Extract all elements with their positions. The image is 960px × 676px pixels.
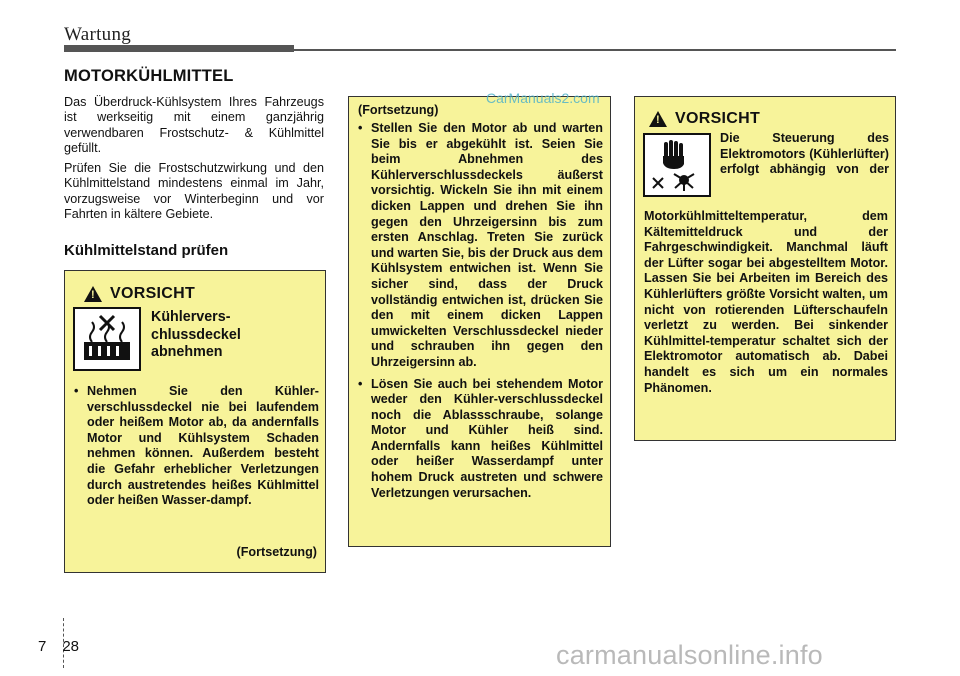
caution-bullets [74, 384, 319, 515]
bullet-item: • Stellen Sie den Motor ab und warten Sie bis er abgekühlt ist. Seien Sie beim Abnehmen des Kühlerverschlussdeckels äußerst vorsichtig. Wickeln Sie ihn mit einem dicken Lappen und drehen Sie ihn gegen den Uhrzeigersinn bis zum ersten Anschlag. Treten Sie zurück und warten Sie, bis der Druck aus dem Kühlsystem entwichen ist. Wenn Sie sicher sind, dass der Druck vollständig entwichen ist, drücken Sie den mit einem dicken Lappen umwickelten Verschlussdeckel nieder und schrauben ihn gegen den Uhrzeigersinn ab. [358, 121, 603, 371]
caution-text-short: Die Steuerung des Elektromotors (Kühlerlüfter) erfolgt abhängig von der [720, 131, 889, 177]
caution-text-long: Motorkühlmitteltemperatur, dem Kältemitteldruck und der Fahrgeschwindigkeit. Manchmal läuft der Lüfter sogar bei abgestelltem Motor. Lassen Sie bei Arbeiten im Bereich des Kühlerlüfters größte Vorsicht walten, um nicht von rotierenden Lüfterschaufeln verletzt zu werden. Bei sinkender Kühlmittel-temperatur schaltet sich der Elektromotor automatisch ab. Dabei handelt es sich um ein normales Phänomen. [644, 209, 888, 395]
subheading-coolant-level: Kühlmittelstand prüfen [64, 242, 229, 259]
caution-title: Kühlervers-chlussdeckel abnehmen [151, 309, 241, 360]
caution-header [649, 110, 760, 128]
continued-note: (Fortsetzung) [236, 545, 317, 559]
intro-paragraph-2: Prüfen Sie die Frostschutzwirkung und den Kühlmittelstand mindestens einmal im Jahr, vorzugsweise vor Winterbeginn und vor Fahrten in kältere Gebiete. [64, 161, 324, 222]
warning-triangle-icon [649, 111, 667, 127]
watermark-bottom: carmanualsonline.info [556, 640, 823, 670]
header-title: Wartung [64, 24, 132, 45]
header-rule-thin [294, 49, 896, 51]
watermark-top: CarManuals2.com [486, 90, 600, 106]
caution-box-continued [348, 96, 611, 547]
warning-triangle-icon [84, 286, 102, 302]
page-number-value: 28 [62, 638, 80, 655]
intro-paragraph-1: Das Überdruck-Kühlsystem Ihres Fahrzeugs ist werkseitig mit einem ganzjährig verwendbaren Frostschutz- & Kühlmittel gefüllt. [64, 95, 324, 156]
caution-header [84, 285, 195, 303]
caution-label: VORSICHT [675, 110, 761, 127]
section-title: MOTORKÜHLMITTEL [64, 67, 234, 85]
radiator-hot-icon [73, 307, 141, 371]
caution-box-fan [634, 96, 896, 441]
header-rule-thick [64, 45, 294, 52]
caution-box-radiator-cap [64, 270, 326, 573]
fan-hand-icon [643, 133, 711, 197]
page-number [38, 638, 79, 655]
bullet-item: • Nehmen Sie den Kühler-verschlussdeckel nie bei laufendem oder heißem Motor ab, da andernfalls Motor und Kühlsystem Schaden nehmen können. Außerdem besteht die Gefahr erheblicher Verletzungen durch austretendes heißes Kühlmittel oder heißen Wasser-dampf. [74, 384, 319, 509]
chapter-number: 7 [38, 638, 47, 655]
caution-bullets [358, 121, 603, 507]
bullet-item: • Lösen Sie auch bei stehendem Motor weder den Kühler-verschlussdeckel noch die Ablassschraube, solange Motor und Kühler heiß sind. Andernfalls kann heißes Kühlmittel oder heißer Wasserdampf unter hohem Druck austreten und schwere Verletzungen verursachen. [358, 377, 603, 502]
continued-note: (Fortsetzung) [358, 103, 439, 117]
caution-label: VORSICHT [110, 285, 196, 302]
